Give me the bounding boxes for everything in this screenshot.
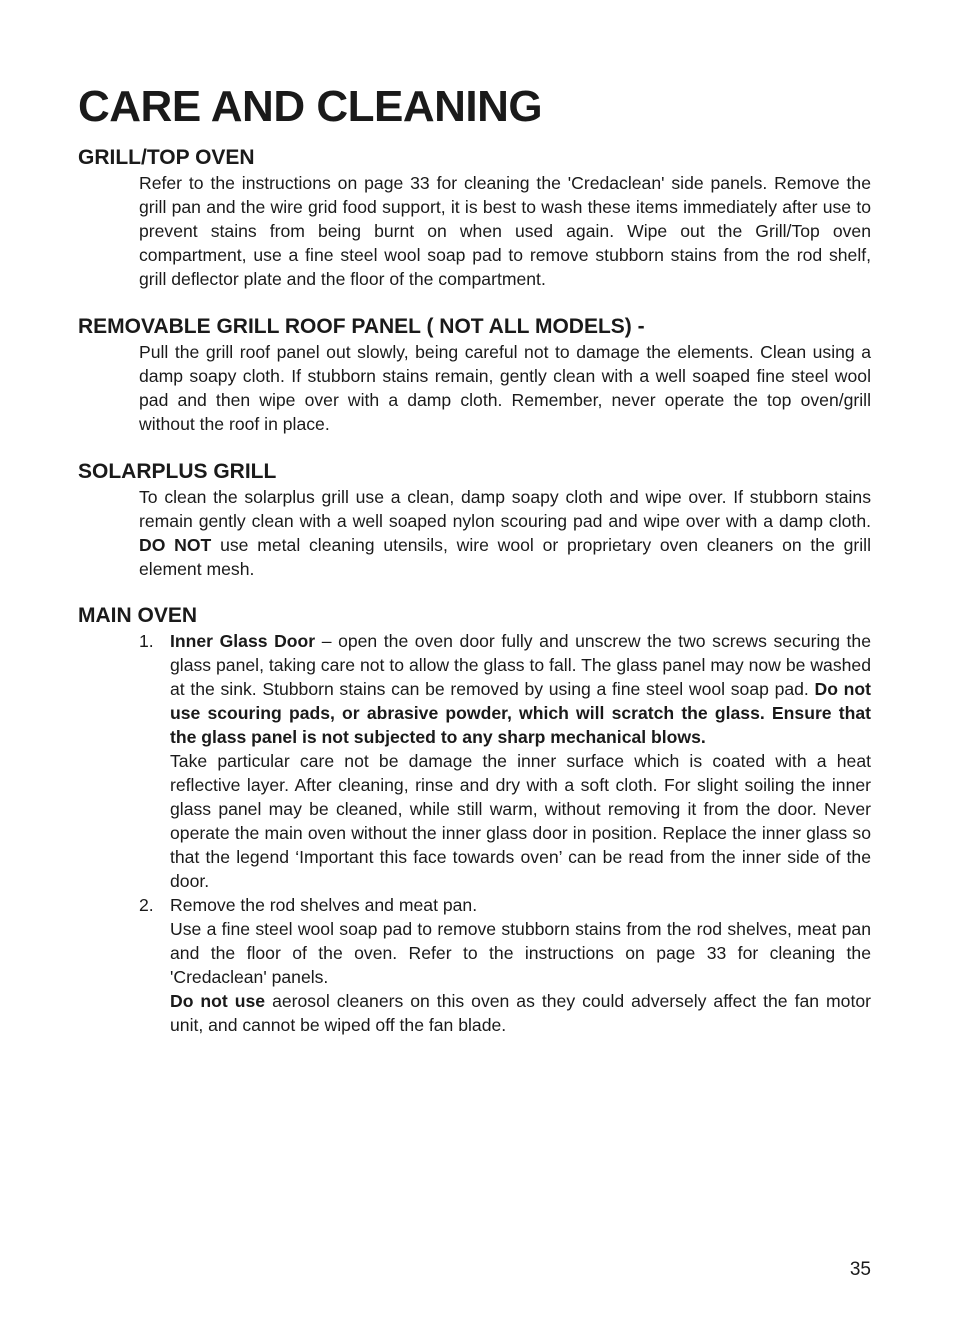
section-body xyxy=(139,485,871,581)
section-heading: SOLARPLUS GRILL xyxy=(78,460,277,483)
list-item xyxy=(78,893,871,1037)
bold-warning: Do not use scouring pads, or abrasive powder, which will scratch the glass. Ensure that the glass panel is not subjected to any sharp mechanical blows. xyxy=(170,679,871,747)
list-item-text: Remove the rod shelves and meat pan. xyxy=(170,895,478,915)
list-item-paragraph: Take particular care not be damage the inner surface which is coated with a heat reflective layer. After cleaning, rinse and dry with a soft cloth. For slight soiling the inner glass panel may be cleaned, while still warm, without removing it from the door. Never operate the main oven without the inner glass door in position. Replace the inner glass so that the legend ‘Important this face towards oven’ can be read from the inner side of the door. xyxy=(170,751,871,891)
list-item-paragraph: Use a fine steel wool soap pad to remove stubborn stains from the rod shelves, meat pan and the floor of the oven. Refer to the instructions on page 33 for cleaning the 'Credaclean' panels. xyxy=(170,919,871,987)
section-heading: REMOVABLE GRILL ROOF PANEL ( NOT ALL MODELS) - xyxy=(78,315,645,338)
section-body: Refer to the instructions on page 33 for cleaning the 'Credaclean' side panels. Remove the grill pan and the wire grid food support, it is best to wash these items immediately after use to prevent stains from being burnt on when used again. Wipe out the Grill/Top oven compartment, use a fine steel wool soap pad to remove stubborn stains from the rod shelf, grill deflector plate and the floor of the compartment. xyxy=(139,173,871,289)
body-text: use metal cleaning utensils, wire wool or proprietary oven cleaners on the grill element mesh. xyxy=(139,535,872,579)
section-body: Pull the grill roof panel out slowly, being careful not to damage the elements. Clean using a damp soapy cloth. If stubborn stains remain, gently clean with a well soaped fine steel wool pad and then wipe over with a damp cloth. Remember, never operate the top oven/grill without the roof in place. xyxy=(139,342,871,434)
bold-warning: DO NOT xyxy=(139,535,212,555)
list-item-text xyxy=(170,629,871,749)
section-grill-roof-panel xyxy=(78,314,871,436)
page-title: CARE AND CLEANING xyxy=(78,82,543,131)
body-text: – open the oven door fully and unscrew the two screws securing the glass panel, taking care not to allow the glass to fall. The glass panel may now be washed at the sink. Stubborn stains can be removed by using a fine steel wool soap pad. xyxy=(170,631,872,699)
list-item-paragraph xyxy=(170,989,871,1037)
section-heading: GRILL/TOP OVEN xyxy=(78,146,255,169)
bold-lead: Inner Glass Door xyxy=(170,631,316,651)
list-number: 1. xyxy=(139,631,154,651)
instruction-list xyxy=(78,629,871,1037)
bold-lead: Do not use xyxy=(170,991,266,1011)
body-text: To clean the solarplus grill use a clean, damp soapy cloth and wipe over. If stubborn stains remain gently clean with a well soaped nylon scouring pad and wipe over with a damp cloth. xyxy=(139,487,871,531)
section-heading: MAIN OVEN xyxy=(78,604,198,627)
list-number: 2. xyxy=(139,895,154,915)
section-solarplus-grill xyxy=(78,459,871,581)
page-number: 35 xyxy=(849,1259,871,1280)
body-text: aerosol cleaners on this oven as they could adversely affect the fan motor unit, and cannot be wiped off the fan blade. xyxy=(170,991,871,1035)
section-grill-top-oven xyxy=(78,145,871,291)
list-item xyxy=(78,629,871,893)
section-main-oven xyxy=(78,603,871,1037)
